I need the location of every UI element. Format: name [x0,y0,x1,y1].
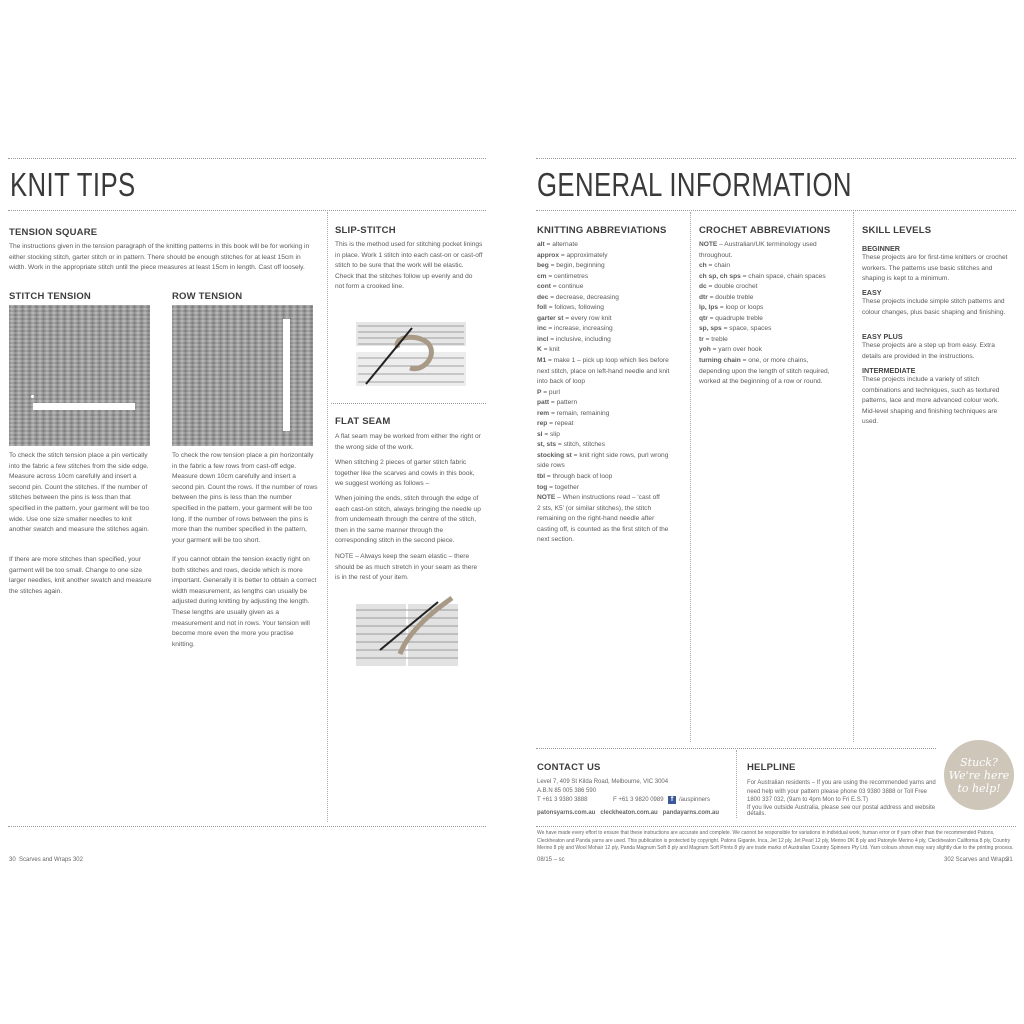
slip-stitch-heading: SLIP-STITCH [335,225,396,236]
title-rule-right [536,210,1016,211]
row-tension-heading: ROW TENSION [172,291,243,302]
abbreviation-line: tr = treble [699,335,728,343]
contact-abn: A.B.N 85 005 386 590 [537,788,597,794]
contact-facebook[interactable]: /auspinners [679,797,711,803]
abbreviation-line: alt = alternate [537,241,578,248]
tension-square-text: The instructions given in the tension paragraph of the knitting patterns in this book will be for working in either stocking stitch, garter stitch or in pattern. There should be enough stitches for at least 15cm in width. Work in the appropriate stitch until the piece measures at least 15cm in length. Cast off loosely. [9,243,310,272]
abbreviation-line: incl = inclusive, including [537,335,611,343]
abbreviation-line: yoh = yarn over hook [699,346,762,354]
stitch-tension-heading: STITCH TENSION [9,291,91,302]
page-title-left: KNIT TIPS [10,166,136,203]
abbreviation-line: NOTE – Australian/UK terminology used [699,241,817,248]
abbreviation-line: dc = double crochet [699,283,758,291]
tape-measure-vertical [283,319,290,431]
abbreviation-line: worked at the beginning of a row or round. [699,378,823,386]
page-number-right: 31 [1006,857,1013,863]
abbreviation-line: M1 = make 1 – pick up loop which lies before [537,357,669,365]
stuck-help-text: Stuck? We're here to help! [948,755,1010,795]
slip-stitch-text: This is the method used for stitching pocket linings in place. Work 1 stitch into each cast-on or cast-off stitch to be sure that the work will be elastic. Check that the stitches follow up evenly and do not form a crooked line. [335,241,483,291]
abbreviation-line: P = purl [537,388,560,396]
abbreviation-line: K = knit [537,346,560,354]
abbreviation-line: garter st = every row knit [537,314,612,322]
abbreviation-line: ch = chain [699,262,730,270]
abbreviation-line: turning chain = one, or more chains, [699,357,809,365]
abbreviation-line: lp, lps = loop or loops [699,304,764,312]
contact-address: Level 7, 409 St Kilda Road, Melbourne, VIC 3004 [537,779,669,785]
abbreviation-line: ch sp, ch sps = chain space, chain spaces [699,272,826,280]
flat-seam-illustration [352,592,462,672]
row-tension-text-2: If you cannot obtain the tension exactly right on both stitches and rows, decide which is more important. Generally it is better to obtain a correct width measurement, as lengths can usually be adjusted during knitting by adjusting the length. These lengths are usually given as a measurement and not in rows. Your tension will become more even the more you practise knitting. [172,556,317,648]
abbreviation-line: casting off, is counted as the first stitch of the [537,525,669,533]
helpline-text-2: If you live outside Australia, please see our postal address and website details. [747,805,936,817]
row-tension-text-1: To check the row tension place a pin horizontally in the fabric a few rows from cast-off edge. Measure down 10cm carefully and insert a second pin. Count the rows. If the number of rows between the pins is less than the number specified in the pattern, your garment will be too long. If the number of rows between the pins is more than the number specified in the pattern, your garment will be too short. [172,452,318,544]
title-rule-left [8,210,486,211]
abbreviation-line: NOTE – When instructions read – 'cast off [537,494,660,502]
top-rule-left [8,158,486,159]
stitch-tension-text-1: To check the stitch tension place a pin vertically into the fabric a few stitches from the side edge. Measure across 10cm carefully and insert a second pin. Count the stitches. If the number of stitches between the pins is less than that specified in the pattern, your garment will be too wide. Use one size smaller needles to knit another swatch and measure the stitches again. [9,452,150,534]
bottom-rule-right [536,826,1016,827]
facebook-icon[interactable]: f [668,796,676,804]
abbreviation-line: cont = continue [537,283,584,291]
abbreviation-line: rep = repeat [537,420,574,428]
pin-marker [31,395,34,398]
easy-plus-heading: EASY PLUS [862,332,903,341]
footer-code-right: 08/15 – sc [537,857,565,863]
abbreviation-line: inc = increase, increasing [537,325,613,333]
abbreviation-line: into back of loop [537,378,586,386]
abbreviation-line: st, sts = stitch, stitches [537,441,605,449]
abbreviation-line: throughout. [699,251,733,259]
contact-divider [736,750,737,818]
abbreviation-line: remaining on the right-hand needle after [537,515,655,523]
contact-websites[interactable]: patonsyarns.com.au cleckheaton.com.au pandayarns.com.au [537,810,720,816]
abbreviation-line: dtr = double treble [699,293,754,301]
stitch-tension-text-2: If there are more stitches than specified, your garment will be too small. Change to one size larger needles, knit another swatch and measure the stitches again. [9,556,152,595]
row-tension-photo [172,305,313,446]
abbreviation-line: side rows [537,462,565,470]
footer-title-right: 302 Scarves and Wraps [944,857,1008,863]
footer-left [9,857,83,863]
abbreviation-line: dec = decrease, decreasing [537,293,619,301]
flat-seam-text-3: When joining the ends, stitch through the edge of each cast-on stitch, always bringing the needle up from underneath through the centre of the stitch, then in the same manner through the corresponding stitch in the second piece. [335,495,481,545]
abbreviation-line: patt = pattern [537,399,578,407]
bottom-rule-left [8,826,486,827]
flat-seam-heading: FLAT SEAM [335,416,391,427]
abbreviation-line: foll = follows, following [537,304,604,312]
abbreviation-line: stocking st = knit right side rows, purl wrong [537,451,669,459]
beginner-heading: BEGINNER [862,244,900,253]
contact-heading: CONTACT US [537,762,601,773]
top-rule-right [536,158,1016,159]
intermediate-heading: INTERMEDIATE [862,366,916,375]
abbreviation-line: sp, sps = space, spaces [699,325,772,333]
easy-heading: EASY [862,288,882,297]
flat-seam-rule [331,403,486,404]
abbreviation-line: rem = remain, remaining [537,409,610,417]
contact-fax: F +61 3 9820 0989 [613,797,664,803]
column-divider-right-1 [690,212,691,742]
intermediate-text: These projects include a variety of stitch combinations and techniques, such as textured patterns, lace and more advanced colour work. Mid-level shaping and finishing techniques are used. [862,376,1000,426]
abbreviation-line: next stitch, place on left-hand needle and knit [537,367,670,375]
knitting-abbreviations-heading: KNITTING ABBREVIATIONS [537,225,667,236]
flat-seam-text-4: NOTE – Always keep the seam elastic – there should be as much stretch in your seam as there is in the rest of your item. [335,553,478,582]
page-number-left: 30 [9,857,16,863]
helpline-text-1: For Australian residents – If you are using the recommended yarns and need help with your pattern please phone 03 9380 3888 or Toll Free 1800 337 032, (9am to 4pm Mon to Fri E.S.T) [747,780,936,804]
abbreviation-line: tbl = through back of loop [537,473,613,481]
page-title-right: GENERAL INFORMATION [537,166,852,203]
abbreviation-line: tog = together [537,483,579,491]
stuck-help-badge [944,740,1014,810]
abbreviation-line: qtr = quadruple treble [699,314,763,322]
flat-seam-text-1: A flat seam may be worked from either the right or the wrong side of the work. [335,433,481,451]
column-divider-right-2 [853,212,854,742]
helpline-heading: HELPLINE [747,762,796,773]
crochet-abbreviations-list [699,240,849,388]
skill-levels-heading: SKILL LEVELS [862,225,932,236]
beginner-text: These projects are for first-time knitters or crochet workers. The patterns use basic stitches and shaping is kept to a minimum. [862,254,1008,283]
footer-title-left: Scarves and Wraps 302 [19,857,83,863]
abbreviation-line: approx = approximately [537,251,608,259]
easy-text: These projects include simple stitch patterns and colour changes, plus basic shaping and finishing. [862,298,1006,316]
stitch-tension-photo [9,305,150,446]
abbreviation-line: depending upon the length of stitch required, [699,367,830,375]
tape-measure-horizontal [33,403,135,410]
tension-square-heading: TENSION SQUARE [9,227,98,238]
slip-stitch-illustration [352,312,472,390]
contact-rule [536,748,936,749]
easy-plus-text: These projects are a step up from easy. Extra details are provided in the instructions. [862,342,995,360]
abbreviation-line: 2 sts, K5' (or similar stitches), the stitch [537,504,652,512]
abbreviation-line: beg = begin, beginning [537,262,605,270]
disclaimer-text: We have made every effort to ensure that these instructions are accurate and complete. We cannot be responsible for variations in individual work, human error or if yarn other than the recommended Patons, Cleckheaton and Panda yarns are used. This publication is protected by copyright. Patons Gigante, Inca, Jet 12 ply, Jet Pearl 12 ply, Merino DK 8 ply and Patonyle Merino 4 ply, Cleckheaton California 8 ply, Country Merino 8 ply and Wool Mohair 12 ply, Panda Magnum Soft 8 ply and Magnum Soft Prints 8 ply are trade marks of Australian Country Spinners Pty Ltd. Yarn colours shown may vary slightly due to the printing process. [537,830,1014,851]
abbreviation-line: sl = slip [537,430,560,438]
knitting-abbreviations-list [537,240,687,546]
flat-seam-text-2: When stitching 2 pieces of garter stitch fabric together like the scarves and cowls in this book, we suggest working as follows – [335,459,475,488]
column-divider-left [327,212,328,822]
abbreviation-line: cm = centimetres [537,272,589,280]
contact-phone: T +61 3 9380 3888 [537,797,588,803]
crochet-abbreviations-heading: CROCHET ABBREVIATIONS [699,225,831,236]
abbreviation-line: next section. [537,536,575,544]
